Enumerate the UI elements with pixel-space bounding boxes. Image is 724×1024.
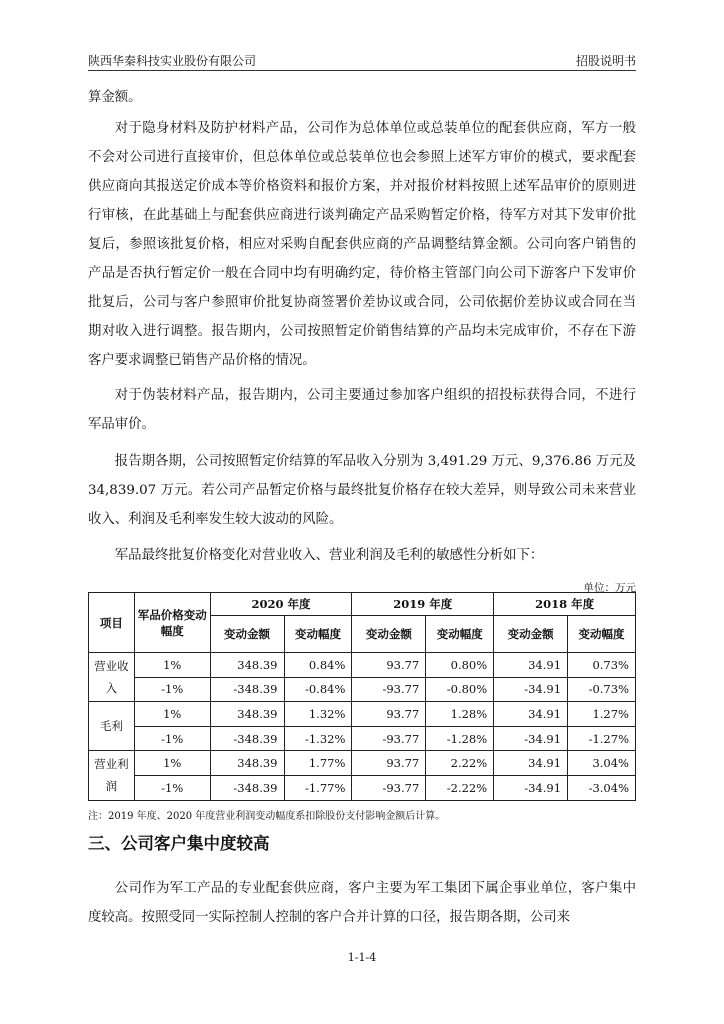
header-item: 项目 (89, 593, 135, 653)
document-type: 招股说明书 (575, 54, 636, 68)
cell-value: -34.91 (494, 775, 568, 800)
row-change: 1% (134, 653, 210, 678)
row-category: 毛利 (89, 702, 135, 751)
row-change: 1% (134, 702, 210, 727)
cell-value: 1.27% (568, 702, 636, 727)
cell-value: 348.39 (210, 653, 284, 678)
cell-value: -348.39 (210, 775, 284, 800)
cell-value: -1.32% (284, 726, 352, 751)
cell-value: 348.39 (210, 702, 284, 727)
row-change: -1% (134, 775, 210, 800)
cell-value: -348.39 (210, 726, 284, 751)
cell-value: 34.91 (494, 751, 568, 776)
page-header (88, 50, 636, 71)
table-row (89, 677, 636, 702)
subheader-amount: 变动金额 (494, 616, 568, 653)
cell-value: 34.91 (494, 702, 568, 727)
cell-value: -0.73% (568, 677, 636, 702)
cell-value: -1.27% (568, 726, 636, 751)
cell-value: 0.73% (568, 653, 636, 678)
cell-value: 93.77 (352, 653, 426, 678)
row-category: 营业收入 (89, 653, 135, 702)
table-row (89, 702, 636, 727)
row-change: -1% (134, 677, 210, 702)
cell-value: -93.77 (352, 726, 426, 751)
paragraph-sensitivity-intro: 军品最终批复价格变化对营业收入、营业利润及毛利的敏感性分析如下： (114, 548, 544, 563)
cell-value: 0.80% (426, 653, 494, 678)
cell-value: 2.22% (426, 751, 494, 776)
row-change: -1% (134, 726, 210, 751)
paragraph-customer-concentration: 公司作为军工产品的专业配套供应商，客户主要为军工集团下属企事业单位，客户集中度较高。按照受同一实际控制人控制的客户合并计算的口径，报告期各期，公司来 (88, 881, 636, 925)
cell-value: 348.39 (210, 751, 284, 776)
paragraph-continuation: 算金额。 (88, 90, 142, 105)
cell-value: -1.28% (426, 726, 494, 751)
table-row (89, 751, 636, 776)
paragraph-provisional-revenue: 报告期各期，公司按照暂定价结算的军品收入分别为 3,491.29 万元、9,376.86 万元及 34,839.07 万元。若公司产品暂定价格与最终批复价格存在较大差异，则导致公司未来营业收入、利润及毛利率发生较大波动的风险。 (88, 454, 636, 527)
cell-value: 3.04% (568, 751, 636, 776)
header-year-2020: 2020 年度 (210, 593, 352, 616)
paragraph-camouflage-materials: 对于伪装材料产品，报告期内，公司主要通过参加客户组织的招投标获得合同，不进行军品审价。 (88, 388, 636, 432)
cell-value: -2.22% (426, 775, 494, 800)
cell-value: 1.28% (426, 702, 494, 727)
cell-value: -0.84% (284, 677, 352, 702)
row-category: 营业利润 (89, 751, 135, 800)
paragraph-stealth-materials: 对于隐身材料及防护材料产品，公司作为总体单位或总装单位的配套供应商，军方一般不会对公司进行直接审价，但总体单位或总装单位也会参照上述军方审价的模式，要求配套供应商向其报送定价成本等价格资料和报价方案，并对报价材料按照上述军品审价的原则进行审核，在此基础上与配套供应商进行谈判确定产品采购暂定价格，待军方对其下发审价批复后，参照该批复价格，相应对采购自配套供应商的产品调整结算金额。公司向客户销售的产品是否执行暂定价一般在合同中均有明确约定，待价格主管部门向公司下游客户下发审价批复后，公司与客户参照审价批复协商签署价差协议或合同，公司依据价差协议或合同在当期对收入进行调整。报告期内，公司按照暂定价销售结算的产品均未完成审价，不存在下游客户要求调整已销售产品价格的情况。 (88, 121, 636, 368)
cell-value: -34.91 (494, 726, 568, 751)
cell-value: -1.77% (284, 775, 352, 800)
table-row (89, 726, 636, 751)
cell-value: -0.80% (426, 677, 494, 702)
subheader-amount: 变动金额 (210, 616, 284, 653)
cell-value: 93.77 (352, 702, 426, 727)
cell-value: -348.39 (210, 677, 284, 702)
section-title: 三、公司客户集中度较高 (88, 834, 270, 853)
cell-value: 1.32% (284, 702, 352, 727)
cell-value: -34.91 (494, 677, 568, 702)
cell-value: -93.77 (352, 775, 426, 800)
header-year-2019: 2019 年度 (352, 593, 494, 616)
cell-value: 34.91 (494, 653, 568, 678)
header-year-2018: 2018 年度 (494, 593, 636, 616)
header-price-change: 军品价格变动幅度 (134, 593, 210, 653)
row-change: 1% (134, 751, 210, 776)
subheader-rate: 变动幅度 (568, 616, 636, 653)
cell-value: 93.77 (352, 751, 426, 776)
cell-value: -93.77 (352, 677, 426, 702)
company-name: 陕西华秦科技实业股份有限公司 (88, 54, 257, 68)
cell-value: -3.04% (568, 775, 636, 800)
table-unit: 单位：万元 (583, 582, 636, 594)
cell-value: 1.77% (284, 751, 352, 776)
subheader-amount: 变动金额 (352, 616, 426, 653)
table-row (89, 653, 636, 678)
table-row (89, 775, 636, 800)
page-number: 1-1-4 (347, 951, 377, 964)
cell-value: 0.84% (284, 653, 352, 678)
subheader-rate: 变动幅度 (284, 616, 352, 653)
sensitivity-table (88, 592, 636, 801)
table-note: 注：2019 年度、2020 年度营业利润变动幅度系扣除股份支付影响金额后计算。 (88, 811, 446, 822)
subheader-rate: 变动幅度 (426, 616, 494, 653)
